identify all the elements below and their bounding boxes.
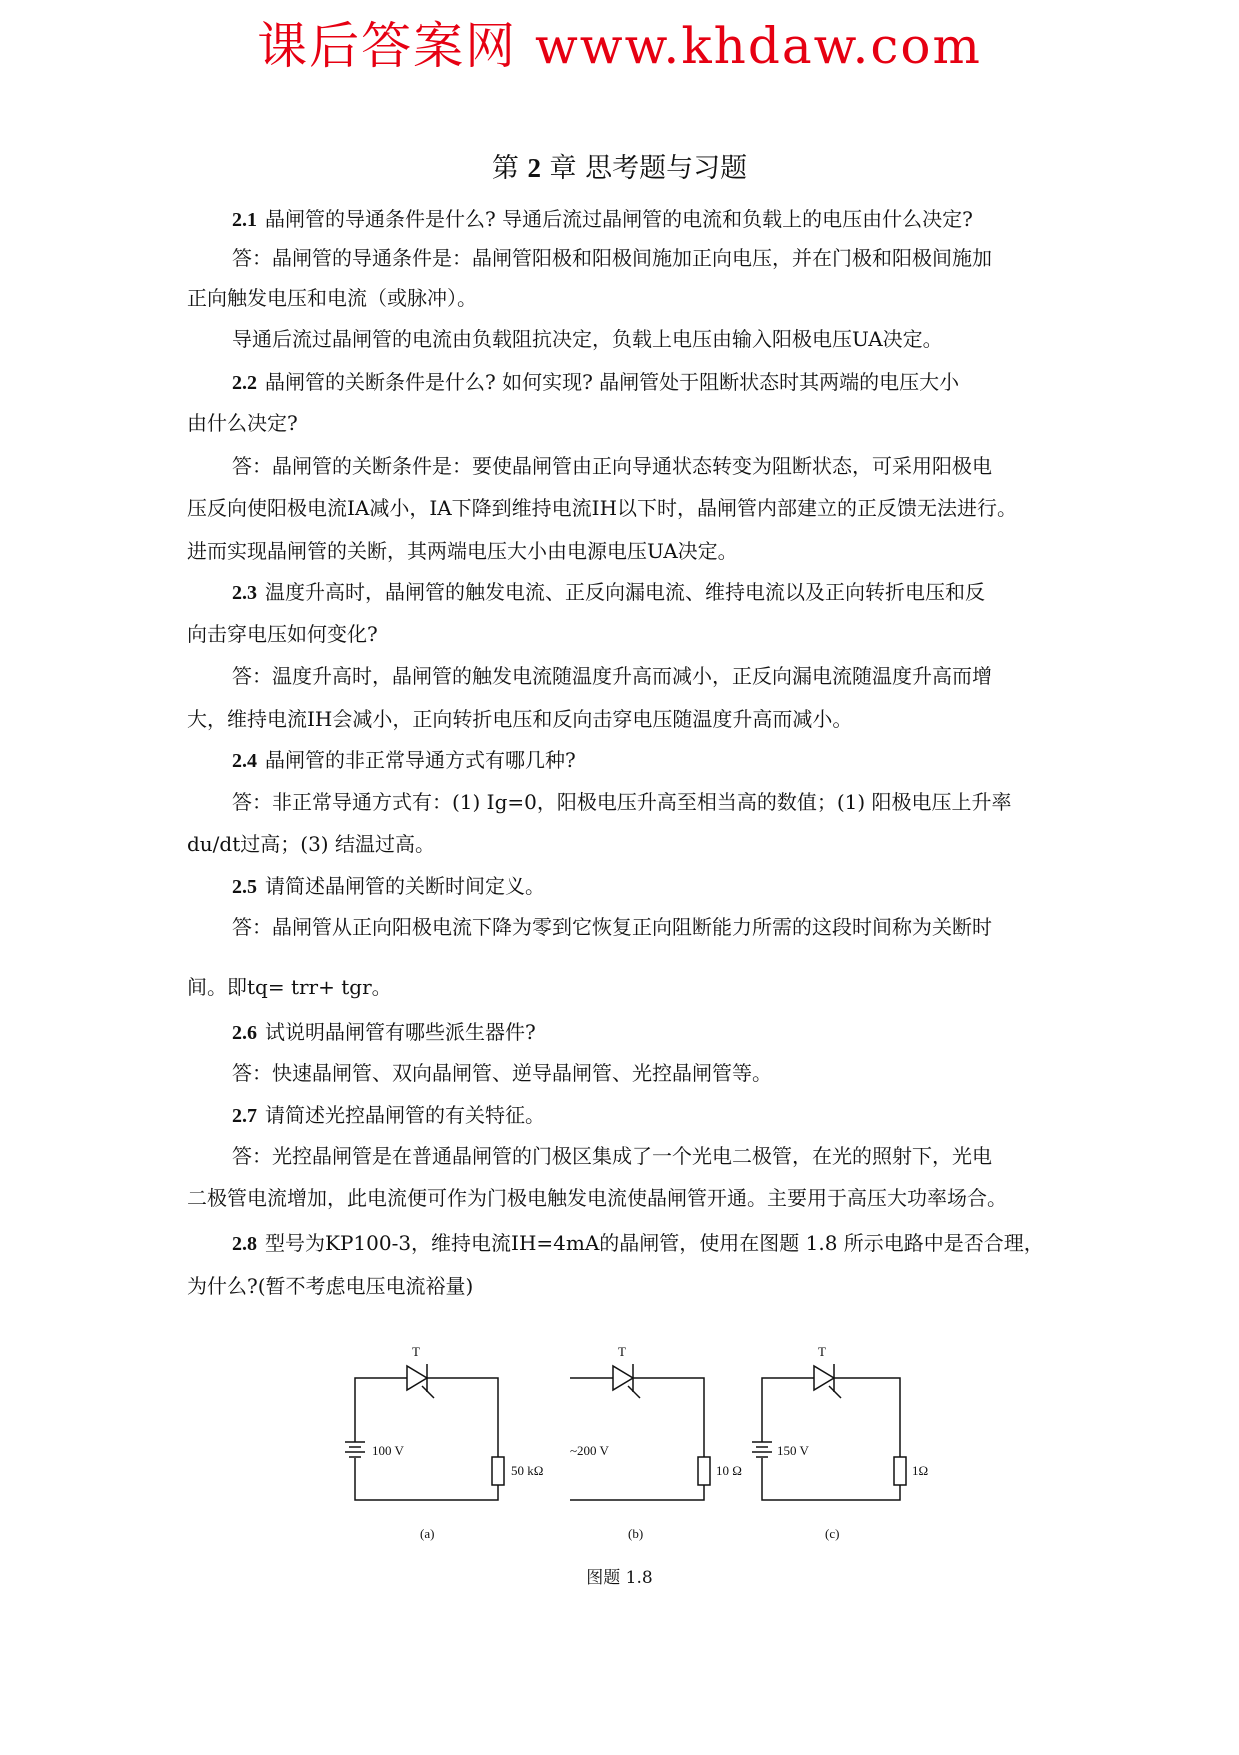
- figure-caption: 图题 1.8: [586, 1568, 653, 1588]
- answer-line: 答：温度升高时，晶闸管的触发电流随温度升高而减小，正反向漏电流随温度升高而增: [232, 664, 992, 688]
- question-2-6: 2.6 试说明晶闸管有哪些派生器件?: [232, 1020, 536, 1044]
- question-2-3: 2.3 温度升高时，晶闸管的触发电流、正反向漏电流、维持电流以及正向转折电压和反: [232, 580, 985, 604]
- question-line: 为什么?(暂不考虑电压电流裕量): [187, 1274, 474, 1298]
- circuit-b: [570, 1364, 710, 1500]
- question-2-4: 2.4 晶闸管的非正常导通方式有哪几种?: [232, 748, 576, 772]
- circuit-a: [345, 1364, 504, 1500]
- source-label-b: ~200 V: [570, 1443, 609, 1458]
- chapter-number: 2: [527, 153, 541, 183]
- question-2-8: 2.8 型号为KP100-3，维持电流IH=4mA的晶闸管，使用在图题 1.8 所示电路中是否合理，: [232, 1231, 1044, 1255]
- circuit-label-b: (b): [628, 1526, 644, 1541]
- load-label-a: 50 kΩ: [511, 1463, 544, 1478]
- answer-line: 导通后流过晶闸管的电流由负载阻抗决定，负载上电压由输入阳极电压UA决定。: [232, 327, 943, 351]
- source-label-c: 150 V: [777, 1443, 809, 1458]
- question-line: 由什么决定?: [187, 411, 298, 435]
- chapter-title: [0, 146, 1239, 185]
- circuit-c: [752, 1364, 906, 1500]
- answer-line: 答：晶闸管的关断条件是：要使晶闸管由正向导通状态转变为阻断状态，可采用阳极电: [232, 454, 992, 478]
- thyristor-label-c: T: [818, 1344, 826, 1359]
- answer-line: 正向触发电压和电流（或脉冲）。: [187, 286, 477, 310]
- circuit-figure: [330, 1338, 970, 1558]
- thyristor-label-a: T: [412, 1344, 420, 1359]
- chapter-suffix: 章 思考题与习题: [549, 153, 748, 184]
- load-label-c: 1Ω: [912, 1463, 929, 1478]
- answer-line: 进而实现晶闸管的关断，其两端电压大小由电源电压UA决定。: [187, 539, 738, 563]
- thyristor-label-b: T: [618, 1344, 626, 1359]
- answer-line: 答：晶闸管从正向阳极电流下降为零到它恢复正向阻断能力所需的这段时间称为关断时: [232, 915, 992, 939]
- source-label-a: 100 V: [372, 1443, 404, 1458]
- circuit-label-a: (a): [420, 1526, 435, 1541]
- chapter-prefix: 第: [491, 153, 519, 184]
- answer-line: 答：快速晶闸管、双向晶闸管、逆导晶闸管、光控晶闸管等。: [232, 1061, 772, 1085]
- question-2-5: 2.5 请简述晶闸管的关断时间定义。: [232, 874, 545, 898]
- answer-line: 大，维持电流IH会减小，正向转折电压和反向击穿电压随温度升高而减小。: [187, 707, 853, 731]
- answer-line: 答：晶闸管的导通条件是：晶闸管阳极和阳极间施加正向电压，并在门极和阳极间施加: [232, 246, 992, 270]
- circuit-label-c: (c): [825, 1526, 840, 1541]
- question-2-7: 2.7 请简述光控晶闸管的有关特征。: [232, 1103, 545, 1127]
- answer-line: 间。即tq= trr+ tgr。: [187, 975, 392, 999]
- watermark: 课后答案网 www.khdaw.com: [257, 17, 982, 75]
- question-line: 向击穿电压如何变化?: [187, 622, 378, 646]
- answer-line: 答：非正常导通方式有：(1) Ig=0，阳极电压升高至相当高的数值；(1) 阳极电压上升率: [232, 790, 1012, 814]
- answer-line: 答：光控晶闸管是在普通晶闸管的门极区集成了一个光电二极管，在光的照射下，光电: [232, 1144, 992, 1168]
- answer-line: 二极管电流增加，此电流便可作为门极电触发电流使晶闸管开通。主要用于高压大功率场合。: [187, 1186, 1007, 1210]
- load-label-b: 10 Ω: [716, 1463, 742, 1478]
- question-2-2: 2.2 晶闸管的关断条件是什么? 如何实现? 晶闸管处于阻断状态时其两端的电压大小: [232, 370, 960, 394]
- question-2-1: 2.1 晶闸管的导通条件是什么? 导通后流过晶闸管的电流和负载上的电压由什么决定?: [232, 207, 973, 231]
- answer-line: du/dt过高；(3) 结温过高。: [187, 832, 435, 856]
- answer-line: 压反向使阳极电流IA减小，IA下降到维持电流IH以下时，晶闸管内部建立的正反馈无法进行。: [187, 496, 1018, 520]
